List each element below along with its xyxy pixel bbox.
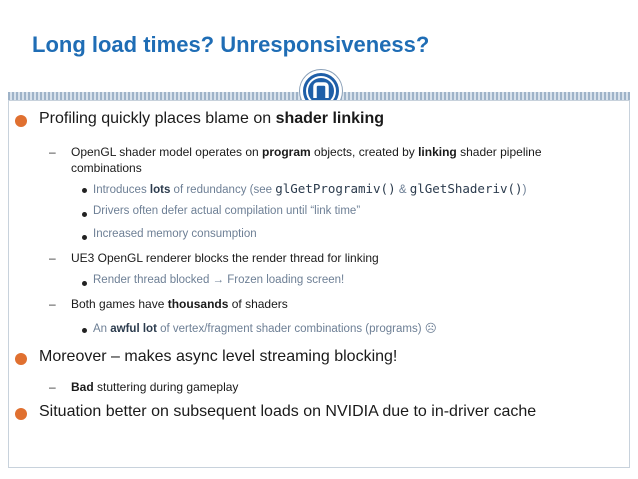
sub-text: objects, created by bbox=[310, 145, 419, 159]
item-render-thread: Render thread blocked → Frozen loading screen! bbox=[93, 274, 345, 286]
dash-marker: – bbox=[49, 297, 56, 311]
code-getprogramiv: glGetProgramiv() bbox=[275, 181, 396, 196]
sub-opengl-model bbox=[71, 145, 542, 159]
sub-text: OpenGL shader model operates on bbox=[71, 145, 263, 159]
item-text: of redundancy (see bbox=[170, 184, 276, 196]
content-panel bbox=[8, 100, 630, 468]
sub-bullet-dot bbox=[82, 281, 87, 286]
sub-bold-program: program bbox=[262, 145, 311, 159]
item-bold: lots bbox=[149, 184, 171, 196]
sub-bullet-dot bbox=[82, 212, 87, 217]
item-redundancy bbox=[93, 181, 526, 196]
bullet-dot bbox=[15, 353, 27, 365]
sub-text: stuttering during gameplay bbox=[93, 380, 239, 394]
sub-bullet-dot bbox=[82, 188, 87, 193]
bullet-bold: shader linking bbox=[275, 110, 385, 127]
item-text: of vertex/fragment shader combinations (programs) ☹ bbox=[156, 323, 437, 335]
item-drivers-defer: Drivers often defer actual compilation until “link time” bbox=[93, 205, 361, 217]
dash-marker: – bbox=[49, 251, 56, 265]
sub-bold: thousands bbox=[167, 297, 229, 311]
sub-bold: Bad bbox=[71, 380, 94, 394]
sub-stuttering bbox=[71, 380, 238, 394]
sub-bullet-dot bbox=[82, 328, 87, 333]
sub-text: Both games have bbox=[71, 297, 168, 311]
dash-marker: – bbox=[49, 380, 56, 394]
item-text: & bbox=[395, 184, 410, 196]
bullet-async-streaming: Moreover – makes async level streaming blocking! bbox=[39, 348, 398, 365]
sub-bold-linking: linking bbox=[418, 145, 457, 159]
bullet-dot bbox=[15, 408, 27, 420]
bullet-profiling bbox=[39, 110, 384, 128]
dash-marker: – bbox=[49, 145, 56, 159]
item-text: ) bbox=[522, 184, 527, 196]
item-bold: awful lot bbox=[110, 323, 157, 335]
sub-bullet-dot bbox=[82, 235, 87, 240]
item-text: An bbox=[93, 323, 111, 335]
item-text: Introduces bbox=[93, 184, 150, 196]
bullet-dot bbox=[15, 115, 27, 127]
slide-title: Long load times? Unresponsiveness? bbox=[32, 32, 430, 57]
sub-text: shader pipeline bbox=[456, 145, 542, 159]
bullet-text: Profiling quickly places blame on bbox=[39, 110, 276, 127]
item-memory: Increased memory consumption bbox=[93, 228, 257, 240]
sub-ue3-renderer: UE3 OpenGL renderer blocks the render thread for linking bbox=[71, 251, 379, 265]
item-awful-lot bbox=[93, 321, 437, 335]
bullet-nvidia-cache: Situation better on subsequent loads on NVIDIA due to in-driver cache bbox=[39, 403, 537, 420]
sub-thousands-shaders bbox=[71, 297, 288, 311]
code-getshaderiv: glGetShaderiv() bbox=[409, 181, 523, 196]
sub-text: of shaders bbox=[228, 297, 288, 311]
sub-opengl-model-cont: combinations bbox=[71, 161, 142, 175]
